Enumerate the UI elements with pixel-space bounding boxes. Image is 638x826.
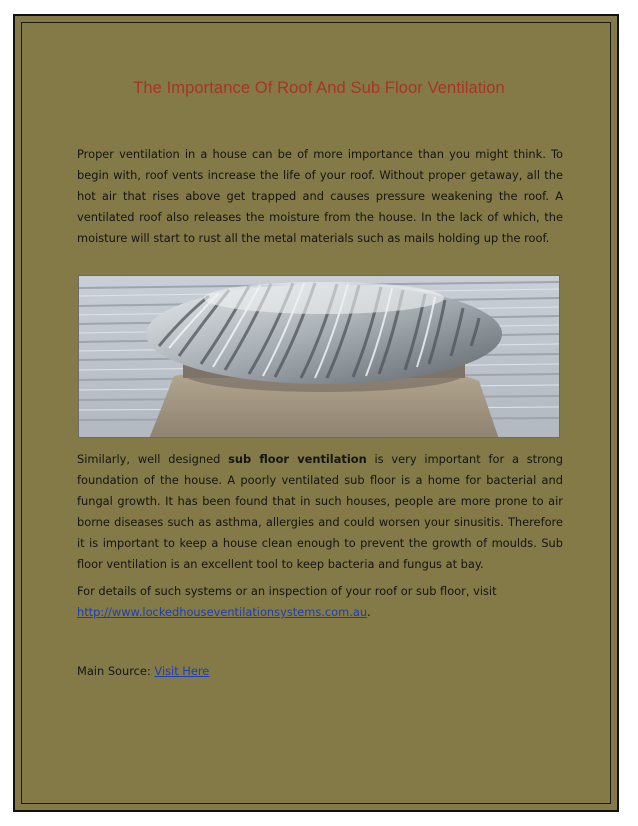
visit-here-link[interactable]: Visit Here	[154, 664, 210, 678]
paragraph-roof-ventilation: Proper ventilation in a house can be of more importance than you might think. To begin with, roof vents increase the life of your roof. Without proper getaway, all the hot air that rises above get trapped and causes pressure weakening the roof. A ventilated roof also releases the moisture from the house. In the lack of which, the moisture will start to rust all the metal materials such as mails holding up the roof.	[77, 147, 563, 245]
document-title: The Importance Of Roof And Sub Floor Ventilation	[133, 79, 505, 97]
paragraph2-text-before: Similarly, well designed	[77, 452, 229, 466]
paragraph3-text: For details of such systems or an inspection of your roof or sub floor, visit	[77, 584, 497, 598]
paragraph3-period: .	[367, 605, 371, 619]
main-source-line	[77, 661, 563, 682]
roof-turbine-vent-photo	[78, 275, 560, 438]
paragraph-details	[77, 581, 563, 623]
sub-floor-ventilation-bold: sub floor ventilation	[228, 452, 367, 466]
paragraph2-text-after: is very important for a strong foundation of the house. A poorly ventilated sub floor is a home for bacterial and fungal growth. It has been found that in such houses, people are more prone to air borne diseases such as asthma, allergies and could worsen your sinusitis. Therefore it is important to keep a house clean enough to prevent the growth of moulds. Sub floor ventilation is an excellent tool to keep bacteria and fungus at bay.	[77, 452, 563, 571]
main-source-label: Main Source:	[77, 664, 155, 678]
website-link[interactable]: http://www.lockedhouseventilationsystems.com.au	[77, 605, 368, 619]
paragraph-sub-floor-ventilation	[77, 449, 563, 575]
